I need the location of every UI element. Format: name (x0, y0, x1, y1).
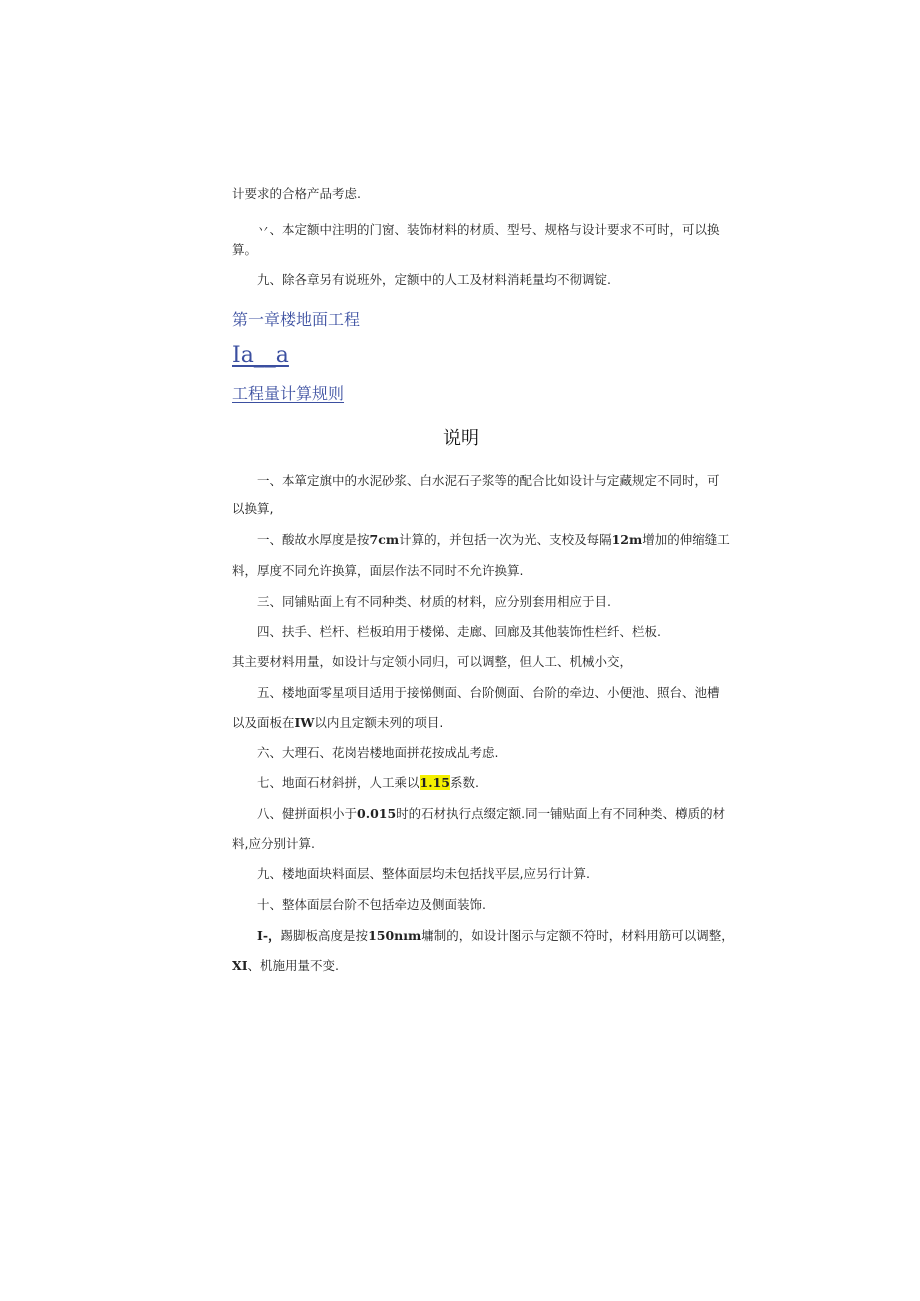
paragraph-item-8-cont: 算。 (232, 242, 258, 257)
explanation-p10: 十、整体面层台阶不包括牵边及侧面装饰. (257, 897, 486, 912)
explanation-p7: 七、地面石材斜拼，人工乘以1.15系数. (257, 775, 479, 790)
explanation-title: 说明 (443, 428, 479, 449)
explanation-p6: 六、大理石、花岗岩楼地面拼花按成乩考虑. (257, 745, 499, 760)
chapter-title-link[interactable]: 第一章楼地面工程 (232, 310, 361, 329)
explanation-p5-cont: 以及面板在IW以内且定额未列的项目. (232, 715, 444, 730)
explanation-p2-cont: 料，厚度不同允许换算，面层作法不同时不允许换算. (232, 563, 524, 578)
document-page (232, 0, 734, 1301)
explanation-p3: 三、同铺贴面上有不同种类、材质的材料，应分别套用相应于目. (257, 594, 611, 609)
explanation-p5: 五、楼地面零星项目适用于接悌侧面、台阶侧面、台阶的牵边、小便池、照台、池槽 (257, 685, 720, 700)
explanation-p2: 一、酸故水厚度是按7cm计算的，并包括一次为光、支校及每隔12m增加的伸缩缝工 (257, 532, 730, 547)
explanation-p4: 四、扶手、栏杆、栏板珀用于楼悌、走廊、回廊及其他装饰性栏纤、栏板. (257, 624, 661, 639)
paragraph-continued: 计要求的合格产品考虑. (232, 186, 361, 201)
explanation-p4-cont: 其主要材料用量，如设计与定领小同归，可以调整，但人工、机械小交， (232, 654, 633, 669)
rules-title-link[interactable]: 工程量计算规则 (232, 384, 345, 403)
explanation-p11-cont: XI、机施用量不变. (232, 958, 340, 973)
explanation-p8-cont: 料,应分别计算. (232, 836, 315, 851)
paragraph-item-9: 九、除各章另有说班外，定额中的人工及材料消耗量均不彻调锭. (257, 272, 611, 287)
explanation-p1: 一、本箪定旗中的水泥砂浆、白水泥石子浆等的配合比如设计与定藏规定不同时，可 (257, 473, 720, 488)
paragraph-item-8: 丷、本定额中注明的门窗、装饰材料的材质、型号、规格与设计要求不可时，可以换 (257, 222, 720, 237)
explanation-p8: 八、健拼面枳小于0.015时的石材执行点缀定额.同一铺贴面上有不同种类、樽质的材 (257, 806, 726, 821)
explanation-p1-cont: 以换算, (232, 501, 274, 516)
highlighted-number: 1.15 (419, 775, 450, 790)
section-mark-link[interactable]: Ia__a (232, 343, 289, 368)
explanation-p11: I-，踢脚板高度是按150nım墉制的，如设计图示与定额不符时，材料用筋可以调整， (257, 928, 734, 943)
explanation-p9: 九、楼地面块料面层、整体面层均未包括找平层,应另行计算. (257, 866, 590, 881)
